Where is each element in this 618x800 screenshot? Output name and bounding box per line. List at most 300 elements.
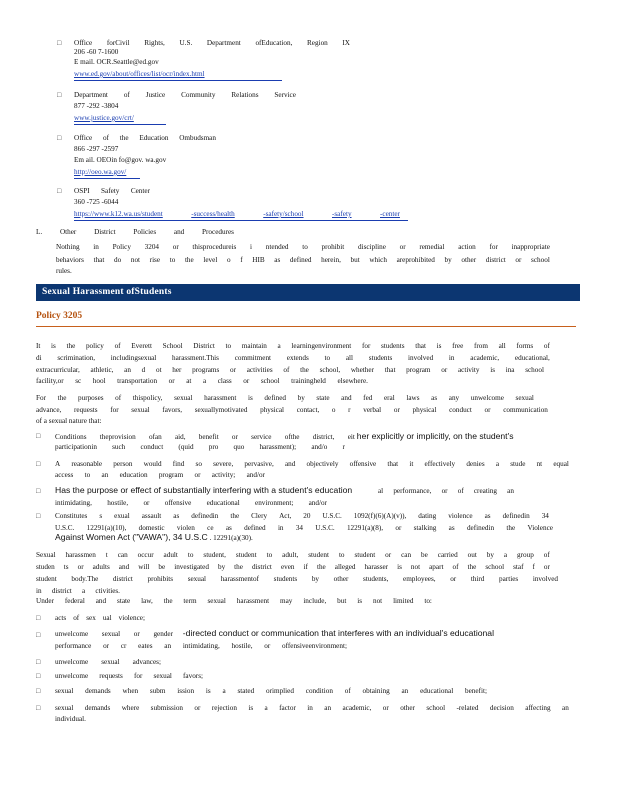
word: to bbox=[187, 551, 194, 559]
word: U.S.C. bbox=[55, 524, 75, 532]
word: adult bbox=[163, 551, 178, 559]
word: offensive bbox=[349, 460, 377, 468]
word: 1092(f)(6)(A)(v)), bbox=[353, 512, 407, 520]
word: facility,or bbox=[36, 377, 64, 385]
word: trainingheld bbox=[291, 377, 326, 385]
paragraph-line bbox=[36, 575, 558, 584]
word: so bbox=[195, 460, 202, 468]
contact-name bbox=[74, 187, 150, 196]
contact-phone: 877 -292 -3804 bbox=[74, 102, 119, 110]
word: definedin bbox=[466, 524, 495, 532]
word: school bbox=[531, 256, 550, 264]
word: of bbox=[543, 342, 550, 350]
word: educational bbox=[420, 687, 454, 695]
contact-link[interactable]: http://oeo.wa.gov/ bbox=[74, 168, 127, 176]
link-underline bbox=[74, 220, 408, 221]
word: (quid bbox=[178, 443, 194, 451]
word: level bbox=[203, 256, 218, 264]
word: activity bbox=[457, 366, 480, 374]
word: scrimination, bbox=[57, 354, 96, 362]
word: by bbox=[217, 563, 226, 571]
word: and bbox=[95, 597, 107, 605]
word: school bbox=[260, 377, 280, 385]
word: as bbox=[448, 524, 455, 532]
list-item-line bbox=[55, 704, 569, 713]
word: by bbox=[486, 551, 494, 559]
word: would bbox=[143, 460, 162, 468]
word: Office bbox=[74, 134, 93, 142]
word: gender bbox=[153, 630, 173, 638]
word: benefit; bbox=[465, 687, 487, 695]
word: violence; bbox=[118, 614, 145, 622]
word: of bbox=[115, 394, 122, 402]
word: 34 bbox=[541, 512, 549, 520]
word: ctivities. bbox=[95, 587, 120, 595]
word: involved bbox=[532, 575, 558, 583]
word: person bbox=[113, 460, 133, 468]
word: Act, bbox=[279, 512, 292, 520]
paragraph-line: of a sexual nature that: bbox=[36, 417, 102, 425]
word: definedin bbox=[502, 512, 530, 520]
word: Other bbox=[59, 228, 77, 236]
word: an bbox=[101, 471, 109, 479]
word: sexual bbox=[55, 704, 74, 712]
word: submission bbox=[150, 704, 184, 712]
word: even bbox=[280, 563, 295, 571]
paragraph-line bbox=[56, 256, 550, 265]
word: or bbox=[450, 575, 457, 583]
word: law, bbox=[141, 597, 153, 605]
list-item-line bbox=[55, 614, 145, 623]
word: school bbox=[426, 704, 446, 712]
word: an bbox=[562, 704, 569, 712]
word: district bbox=[112, 575, 133, 583]
word: service bbox=[251, 433, 272, 441]
word: or bbox=[393, 406, 400, 414]
word: an bbox=[324, 704, 332, 712]
word: nt bbox=[536, 460, 543, 468]
word: is bbox=[490, 366, 495, 374]
word: 12291(a)(8), bbox=[346, 524, 384, 532]
word: for bbox=[361, 342, 371, 350]
word: by bbox=[311, 575, 320, 583]
word: educational bbox=[206, 499, 240, 507]
word: Procedures bbox=[202, 228, 234, 236]
word: remedial bbox=[419, 243, 445, 251]
word: requests bbox=[99, 672, 123, 680]
word: the bbox=[506, 524, 516, 532]
word: transportation bbox=[117, 377, 158, 385]
word: advance, bbox=[36, 406, 62, 414]
word: U.S. bbox=[179, 39, 193, 47]
word: Policy bbox=[112, 243, 131, 251]
word: can bbox=[117, 551, 128, 559]
list-item-text-emphasis: Has the purpose or effect of substantially interfering with a student's education bbox=[55, 485, 353, 495]
word: is bbox=[248, 704, 254, 712]
word: https://www.k12.wa.us/student bbox=[74, 210, 163, 218]
word: other bbox=[400, 704, 415, 712]
word: access bbox=[55, 471, 74, 479]
word: Everett bbox=[131, 342, 152, 350]
word: 12291(a)(10), bbox=[86, 524, 127, 532]
word: school bbox=[485, 563, 505, 571]
word: do bbox=[114, 256, 122, 264]
word: studen bbox=[36, 563, 55, 571]
word: a bbox=[495, 460, 500, 468]
word: di bbox=[36, 354, 42, 362]
word: condition bbox=[305, 687, 333, 695]
word: a bbox=[264, 704, 268, 712]
word: include, bbox=[303, 597, 327, 605]
word: U.S.C. bbox=[315, 524, 335, 532]
list-item-line bbox=[55, 443, 345, 452]
word: Conditions bbox=[55, 433, 87, 441]
word: -related bbox=[456, 704, 479, 712]
word: Education bbox=[139, 134, 169, 142]
word: Sexual bbox=[36, 551, 56, 559]
word: demands bbox=[84, 704, 111, 712]
bullet-icon: □ bbox=[57, 39, 62, 47]
word: offensive bbox=[164, 499, 192, 507]
word: District bbox=[193, 342, 215, 350]
word: Service bbox=[274, 91, 296, 99]
word: or bbox=[441, 487, 448, 495]
word: and/or bbox=[308, 499, 327, 507]
word: staf bbox=[513, 563, 524, 571]
word: a bbox=[503, 551, 508, 559]
word: to bbox=[338, 551, 345, 559]
word: programs bbox=[192, 366, 220, 374]
paragraph-line bbox=[36, 354, 550, 363]
word: verbal bbox=[363, 406, 382, 414]
word: to bbox=[302, 243, 308, 251]
word: reasonable bbox=[71, 460, 103, 468]
word: will bbox=[138, 563, 150, 571]
word: if bbox=[303, 563, 308, 571]
word: from bbox=[473, 342, 488, 350]
word: hostile, bbox=[231, 642, 253, 650]
word: intimidating, bbox=[182, 642, 220, 650]
word: is bbox=[397, 563, 402, 571]
word: exual bbox=[114, 512, 130, 520]
word: demands bbox=[85, 687, 111, 695]
word: offensiveenvironment; bbox=[282, 642, 347, 650]
paragraph-line bbox=[36, 597, 432, 606]
bullet-icon: □ bbox=[36, 687, 41, 695]
word: ofan bbox=[148, 433, 162, 441]
word: Policies bbox=[133, 228, 157, 236]
word: for bbox=[110, 406, 119, 414]
word: extends bbox=[286, 354, 309, 362]
word: and/or bbox=[246, 471, 265, 479]
word: purposes bbox=[78, 394, 104, 402]
word: all bbox=[498, 342, 506, 350]
word: an bbox=[124, 366, 131, 374]
word: -center bbox=[380, 210, 400, 218]
word: adult, bbox=[282, 551, 299, 559]
word: of bbox=[103, 134, 109, 142]
list-item bbox=[55, 486, 549, 496]
word: cr bbox=[120, 642, 127, 650]
word: stated bbox=[237, 687, 255, 695]
word: laws bbox=[406, 394, 420, 402]
word: apart bbox=[429, 563, 444, 571]
word: of bbox=[452, 563, 459, 571]
word: affecting bbox=[525, 704, 551, 712]
word: free bbox=[452, 342, 464, 350]
word: ot bbox=[155, 366, 162, 374]
word: For bbox=[36, 394, 46, 402]
word: federal bbox=[64, 597, 85, 605]
word: prohibit bbox=[321, 243, 345, 251]
word: physical bbox=[412, 406, 437, 414]
word: such bbox=[112, 443, 126, 451]
word: student bbox=[308, 551, 329, 559]
word: sex bbox=[86, 614, 96, 622]
word: the bbox=[163, 597, 173, 605]
word: to bbox=[169, 256, 176, 264]
word: a bbox=[202, 377, 207, 385]
word: state bbox=[316, 394, 330, 402]
bullet-icon: □ bbox=[36, 672, 41, 680]
word: Nothing bbox=[56, 243, 80, 251]
word: unwelcome bbox=[55, 672, 89, 680]
word: academic, bbox=[342, 704, 372, 712]
word: r bbox=[342, 443, 345, 451]
word: It bbox=[36, 342, 41, 350]
word: ts bbox=[63, 563, 69, 571]
word: equal bbox=[553, 460, 569, 468]
word: sexual bbox=[515, 394, 534, 402]
word: eral bbox=[383, 394, 395, 402]
word: or bbox=[382, 704, 389, 712]
word: harassment.This bbox=[172, 354, 219, 362]
word: 34 bbox=[295, 524, 303, 532]
word: district, bbox=[312, 433, 335, 441]
word: areprohibited bbox=[396, 256, 435, 264]
word: may bbox=[280, 597, 293, 605]
word: s bbox=[99, 512, 103, 520]
word: defined bbox=[244, 524, 266, 532]
paragraph-line: rules. bbox=[56, 267, 72, 275]
word: student, bbox=[203, 551, 226, 559]
word: or bbox=[385, 551, 392, 559]
section-banner bbox=[36, 284, 580, 301]
word: a bbox=[277, 342, 281, 350]
word: quo bbox=[233, 443, 245, 451]
word: of bbox=[123, 91, 130, 99]
word: the bbox=[467, 563, 477, 571]
word: sexual bbox=[153, 672, 172, 680]
word: OSPI bbox=[74, 187, 90, 195]
word: sexual bbox=[187, 575, 207, 583]
list-item-line bbox=[55, 687, 487, 696]
word: Region bbox=[307, 39, 328, 47]
word: educational, bbox=[514, 354, 550, 362]
word: is bbox=[51, 342, 56, 350]
word: Safety bbox=[101, 187, 120, 195]
word: to bbox=[324, 354, 331, 362]
paragraph-line bbox=[36, 551, 550, 560]
word: harassmentof bbox=[220, 575, 260, 583]
list-item-line bbox=[55, 471, 265, 480]
contact-link[interactable]: www.ed.gov/about/offices/list/ocr/index.html bbox=[74, 70, 205, 78]
word: decision bbox=[489, 704, 514, 712]
bullet-icon: □ bbox=[36, 614, 41, 622]
paragraph-line bbox=[36, 377, 368, 386]
word: Community bbox=[181, 91, 216, 99]
word: athletic, bbox=[90, 366, 114, 374]
contact-link[interactable] bbox=[74, 210, 400, 219]
word: it bbox=[409, 460, 414, 468]
word: prohibits bbox=[147, 575, 174, 583]
word: stude bbox=[510, 460, 526, 468]
word: out bbox=[467, 551, 477, 559]
word: or bbox=[172, 243, 179, 251]
word: participationin bbox=[55, 443, 97, 451]
word: -safety/school bbox=[263, 210, 304, 218]
paragraph-line bbox=[36, 563, 550, 572]
word: is bbox=[357, 597, 363, 605]
word: Ombudsman bbox=[179, 134, 216, 142]
word: hool bbox=[92, 377, 106, 385]
word: of bbox=[73, 614, 80, 622]
word: forms bbox=[516, 342, 534, 350]
word: harassment); bbox=[259, 443, 297, 451]
list-item-text bbox=[378, 487, 514, 496]
word: when bbox=[122, 687, 139, 695]
word: Center bbox=[130, 187, 150, 195]
word: defined bbox=[289, 256, 312, 264]
list-item bbox=[55, 533, 253, 543]
word: program bbox=[406, 366, 431, 374]
word: rejection bbox=[211, 704, 237, 712]
word: intimidating, bbox=[55, 499, 92, 507]
contact-phone: 206 -60 7-1600 bbox=[74, 48, 119, 56]
word: sexual bbox=[174, 394, 193, 402]
contact-link[interactable]: www.justice.gov/crt/ bbox=[74, 114, 134, 122]
word: 20 bbox=[303, 512, 311, 520]
word: violence bbox=[448, 512, 473, 520]
word: stalking bbox=[413, 524, 437, 532]
list-item-line bbox=[55, 672, 203, 681]
word: theprovision bbox=[99, 433, 136, 441]
word: ual bbox=[102, 614, 112, 622]
word: in bbox=[448, 354, 455, 362]
word: where bbox=[121, 704, 140, 712]
paragraph-line bbox=[36, 342, 550, 351]
list-item-line bbox=[55, 499, 327, 508]
word: district bbox=[485, 256, 506, 264]
word: involved bbox=[408, 354, 434, 362]
word: the bbox=[66, 342, 76, 350]
word: creating bbox=[473, 487, 498, 495]
word: behaviors bbox=[56, 256, 84, 264]
word: ce bbox=[207, 524, 214, 532]
word: includingsexual bbox=[110, 354, 157, 362]
word: in bbox=[93, 243, 99, 251]
word: as bbox=[274, 256, 281, 264]
word: t bbox=[105, 551, 108, 559]
word: students bbox=[381, 342, 405, 350]
word: effectively bbox=[424, 460, 456, 468]
word: Relations bbox=[231, 91, 259, 99]
word: Justice bbox=[145, 91, 166, 99]
word: and/o bbox=[311, 443, 328, 451]
word: pro bbox=[208, 443, 219, 451]
word: A bbox=[55, 460, 61, 468]
word: harassment bbox=[236, 597, 270, 605]
word: a bbox=[82, 587, 86, 595]
word: student bbox=[36, 575, 57, 583]
word: orimplied bbox=[266, 687, 294, 695]
word: in bbox=[307, 704, 313, 712]
word: f bbox=[240, 256, 243, 264]
word: Violence bbox=[527, 524, 553, 532]
word: alleged bbox=[334, 563, 356, 571]
list-item bbox=[55, 629, 549, 639]
paragraph-line bbox=[36, 406, 548, 415]
paragraph-line bbox=[56, 243, 550, 252]
word: and bbox=[173, 228, 185, 236]
word: eit bbox=[347, 433, 355, 441]
word: the bbox=[230, 512, 240, 520]
word: or bbox=[484, 406, 491, 414]
bullet-icon: □ bbox=[36, 512, 41, 520]
word: harassmen bbox=[65, 551, 96, 559]
word: o bbox=[226, 256, 231, 264]
word: contact, bbox=[296, 406, 320, 414]
bullet-icon: □ bbox=[57, 91, 62, 99]
word: communication bbox=[503, 406, 548, 414]
word: conduct bbox=[140, 443, 164, 451]
word: or bbox=[168, 377, 175, 385]
list-item-text-emphasis: Against Women Act ("VAWA"), 34 U.S.C bbox=[55, 532, 208, 542]
word: Clery bbox=[251, 512, 268, 520]
link-underline bbox=[74, 80, 282, 81]
word: sexual bbox=[101, 658, 120, 666]
word: or bbox=[77, 563, 84, 571]
word: favors; bbox=[183, 672, 203, 680]
word: o bbox=[331, 406, 336, 414]
word: discipline bbox=[357, 243, 386, 251]
word: state bbox=[117, 597, 131, 605]
word: an bbox=[164, 642, 172, 650]
word: but bbox=[350, 256, 360, 264]
word: subm bbox=[149, 687, 166, 695]
word: Rights, bbox=[144, 39, 165, 47]
bullet-icon: □ bbox=[36, 487, 41, 495]
word: adults bbox=[92, 563, 110, 571]
word: be bbox=[158, 563, 166, 571]
word: at bbox=[186, 377, 192, 385]
list-item-line bbox=[55, 658, 161, 667]
word: that bbox=[93, 256, 105, 264]
word: favors, bbox=[162, 406, 183, 414]
word: environment; bbox=[255, 499, 294, 507]
word: students bbox=[368, 354, 393, 362]
word: school, bbox=[319, 366, 341, 374]
word: the bbox=[234, 563, 243, 571]
word: hostile, bbox=[107, 499, 129, 507]
word: of bbox=[543, 551, 550, 559]
word: to bbox=[266, 551, 273, 559]
word: District bbox=[94, 228, 116, 236]
word: sexual bbox=[207, 597, 226, 605]
word: the bbox=[300, 366, 309, 374]
word: in bbox=[277, 524, 284, 532]
section-heading bbox=[36, 228, 234, 237]
